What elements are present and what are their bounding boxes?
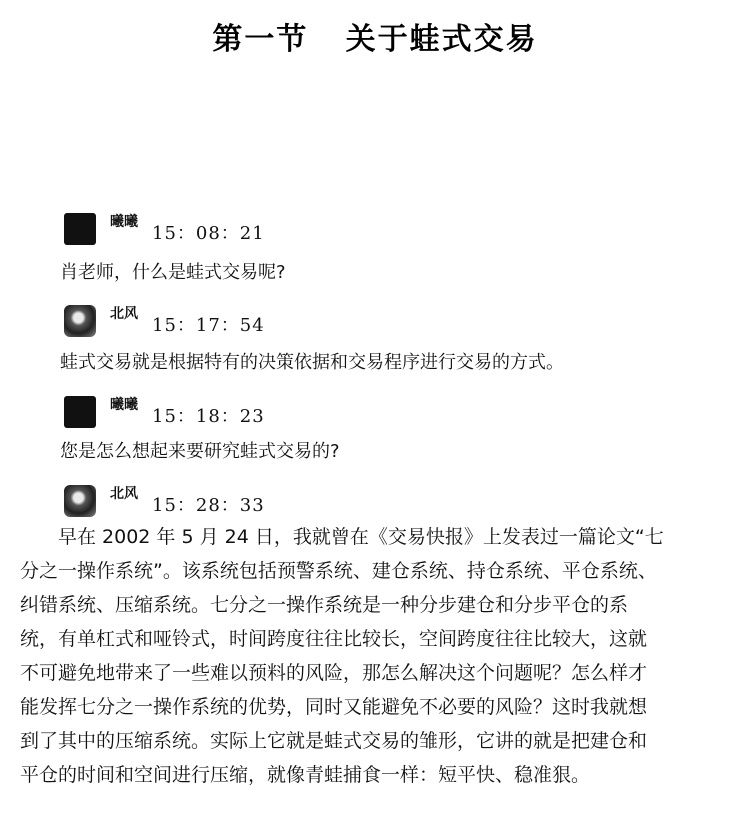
paragraph-line: 早在 2002 年 5 月 24 日，我就曾在《交易快报》上发表过一篇论文“七 bbox=[58, 526, 664, 548]
avatar bbox=[64, 213, 96, 245]
paragraph-line: 不可避免地带来了一些难以预料的风险，那怎么解决这个问题呢？怎么样才 bbox=[20, 662, 648, 684]
message-header bbox=[64, 388, 265, 428]
section-title: 第一节 关于蛙式交易 bbox=[212, 22, 538, 57]
message-time: 15：28：33 bbox=[152, 495, 265, 516]
paragraph-line: 平仓的时间和空间进行压缩，就像青蛙捕食一样：短平快、稳准狠。 bbox=[20, 764, 591, 786]
answer-paragraph bbox=[20, 520, 722, 792]
message-time: 15：18：23 bbox=[152, 406, 265, 427]
message-time: 15：08：21 bbox=[152, 223, 265, 244]
paragraph-line: 到了其中的压缩系统。实际上它就是蛙式交易的雏形，它讲的就是把建仓和 bbox=[20, 730, 648, 752]
sender-name: 北风 bbox=[110, 486, 138, 502]
paragraph-line: 统，有单杠式和哑铃式，时间跨度往往比较长，空间跨度往往比较大，这就 bbox=[20, 628, 648, 650]
sender-name: 北风 bbox=[110, 306, 138, 322]
paragraph-line: 分之一操作系统”。该系统包括预警系统、建仓系统、持仓系统、平仓系统、 bbox=[20, 560, 657, 582]
avatar bbox=[64, 485, 96, 517]
message-time: 15：17：54 bbox=[152, 315, 265, 336]
message-header bbox=[64, 477, 265, 517]
paragraph-line: 纠错系统、压缩系统。七分之一操作系统是一种分步建仓和分步平仓的系 bbox=[20, 594, 629, 616]
avatar bbox=[64, 396, 96, 428]
avatar bbox=[64, 305, 96, 337]
message-header bbox=[64, 205, 265, 245]
message-header bbox=[64, 297, 265, 337]
message-text: 蛙式交易就是根据特有的决策依据和交易程序进行交易的方式。 bbox=[60, 352, 564, 373]
message-text: 您是怎么想起来要研究蛙式交易的? bbox=[60, 441, 340, 462]
message-text: 肖老师，什么是蛙式交易呢? bbox=[60, 262, 286, 283]
sender-name: 曦曦 bbox=[110, 397, 138, 413]
paragraph-line: 能发挥七分之一操作系统的优势，同时又能避免不必要的风险？这时我就想 bbox=[20, 696, 648, 718]
sender-name: 曦曦 bbox=[110, 214, 138, 230]
